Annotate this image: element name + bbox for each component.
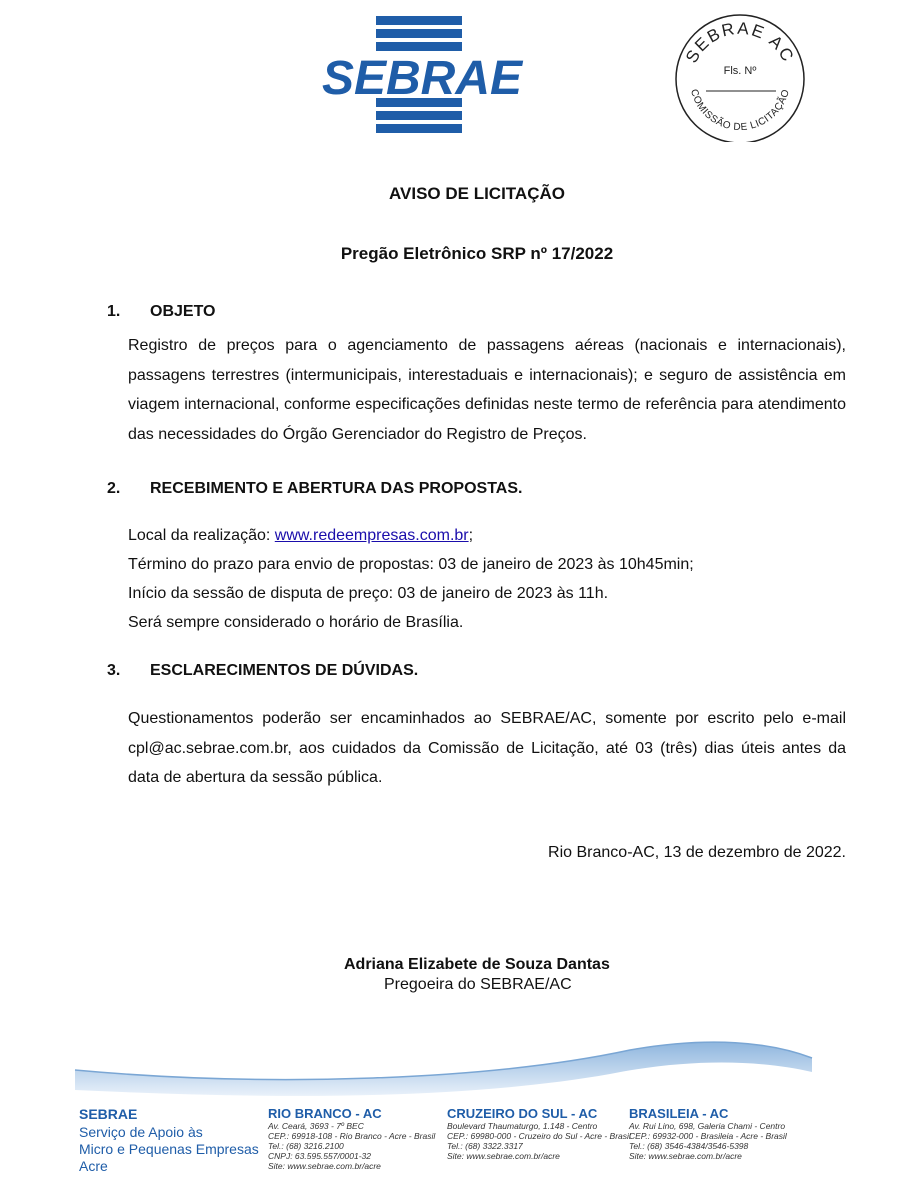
footer-office-cruzeiro-do-sul: CRUZEIRO DO SUL - AC Boulevard Thaumaturgo, 1.148 - Centro CEP.: 69980-000 - Cruzeiro do Sul - Acre - Brasil Tel.: (68) 3322.3317 Site: www.sebrae.com.br/acre xyxy=(447,1106,631,1161)
svg-text:SEBRAE AC: SEBRAE AC xyxy=(681,18,799,67)
svg-text:COMISSÃO DE LICITAÇÃO: COMISSÃO DE LICITAÇÃO xyxy=(688,88,792,134)
section-heading-proposals: RECEBIMENTO E ABERTURA DAS PROPOSTAS. xyxy=(150,480,523,497)
session-start-line: Início da sessão de disputa de preço: 03 de janeiro de 2023 às 11h. xyxy=(128,585,609,602)
footer-office-brasileia: BRASILEIA - AC Av. Rui Lino, 698, Galeria Chami - Centro CEP.: 69932-000 - Brasileia - Acre - Brasil Tel.: (68) 3546-4384/3546-5398 Site: www.sebrae.com.br/acre xyxy=(629,1106,787,1161)
svg-text:Fls. Nº: Fls. Nº xyxy=(723,65,757,77)
section-body-questions: Questionamentos poderão ser encaminhados ao SEBRAE/AC, somente por escrito pelo e-mail cpl@ac.sebrae.com.br, aos cuidados da Comissão de Licitação, até 03 (três) dias úteis antes da data de abertura da sessão pública. xyxy=(128,710,846,786)
footer-org-description: Serviço de Apoio às Micro e Pequenas Empresas Acre xyxy=(79,1124,259,1174)
timezone-note: Será sempre considerado o horário de Brasília. xyxy=(128,614,464,631)
notice-title: AVISO DE LICITAÇÃO xyxy=(389,184,565,203)
signer-name: Adriana Elizabete de Souza Dantas xyxy=(344,956,610,973)
date-line: Rio Branco-AC, 13 de dezembro de 2022. xyxy=(548,844,846,861)
section-number: 1. xyxy=(107,303,121,320)
notice-subtitle: Pregão Eletrônico SRP nº 17/2022 xyxy=(340,244,614,263)
svg-text:SEBRAE: SEBRAE xyxy=(321,52,523,105)
signer-role: Pregoeira do SEBRAE/AC xyxy=(384,976,572,993)
section-heading-objeto: OBJETO xyxy=(150,303,216,320)
deadline-line: Término do prazo para envio de propostas: 03 de janeiro de 2023 às 10h45min; xyxy=(128,556,694,573)
section-number: 3. xyxy=(107,662,121,679)
section-number: 2. xyxy=(107,480,121,497)
location-line xyxy=(128,527,473,545)
footer-org-name: SEBRAE xyxy=(79,1106,138,1122)
location-suffix: ; xyxy=(468,527,474,544)
location-label: Local da realização: xyxy=(128,527,275,544)
commission-stamp xyxy=(670,12,810,142)
footer-wave-graphic xyxy=(70,1028,820,1098)
location-link[interactable]: www.redeempresas.com.br xyxy=(274,527,469,544)
section-heading-questions: ESCLARECIMENTOS DE DÚVIDAS. xyxy=(150,662,419,679)
footer-office-rio-branco: RIO BRANCO - AC Av. Ceará, 3693 - 7º BEC CEP.: 69918-108 - Rio Branco - Acre - Brasil Tel.: (68) 3216.2100 CNPJ: 63.595.557/0001-32 Site: www.sebrae.com.br/acre xyxy=(268,1106,436,1171)
section-body-objeto: Registro de preços para o agenciamento de passagens aéreas (nacionais e internacionais), passagens terrestres (intermunicipais, interestaduais e internacionais); e seguro de assistência em viagem internacional, conforme especificações definidas neste termo de referência para atendimento das necessidades do Órgão Gerenciador do Registro de Preços. xyxy=(128,337,846,443)
sebrae-logo xyxy=(312,16,532,134)
